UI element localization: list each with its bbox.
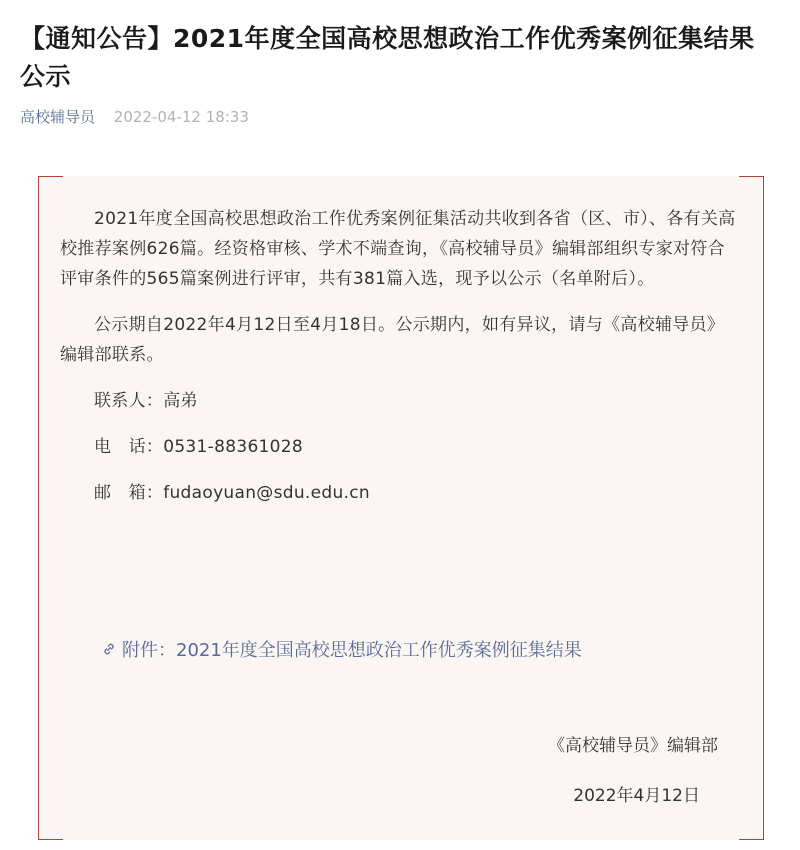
notice-body	[60, 204, 740, 524]
notice-paragraph-1: 2021年度全国高校思想政治工作优秀案例征集活动共收到各省（区、市）、各有关高校推荐案例626篇。经资格审核、学术不端查询，《高校辅导员》编辑部组织专家对符合评审条件的565篇案例进行评审，共有381篇入选，现予以公示（名单附后）。	[60, 209, 736, 289]
frame-corner-bottom-left	[38, 815, 63, 840]
notice-box	[38, 176, 764, 840]
frame-line-right	[763, 200, 764, 816]
sign-date: 2022年4月12日	[573, 786, 700, 806]
publish-date: 2022-04-12 18:33	[113, 108, 249, 126]
article-meta	[20, 106, 249, 128]
author-link[interactable]: 高校辅导员	[20, 108, 96, 126]
frame-corner-top-left	[38, 176, 63, 201]
article-title: 【通知公告】2021年度全国高校思想政治工作优秀案例征集结果公示	[20, 24, 755, 91]
contact-person: 联系人：高弟	[94, 391, 198, 411]
attachment-link[interactable]	[102, 636, 582, 666]
notice-paragraph-2: 公示期自2022年4月12日至4月18日。公示期内，如有异议，请与《高校辅导员》编辑部联系。	[60, 315, 725, 365]
link-icon	[102, 642, 116, 656]
attachment-label: 附件：2021年度全国高校思想政治工作优秀案例征集结果	[122, 640, 582, 661]
frame-line-left	[38, 200, 39, 816]
contact-phone: 电 话：0531-88361028	[94, 437, 304, 457]
signature: 《高校辅导员》编辑部	[548, 736, 718, 756]
frame-corner-bottom-right	[739, 815, 764, 840]
contact-email: 邮 箱：fudaoyuan@sdu.edu.cn	[94, 483, 370, 503]
frame-corner-top-right	[739, 176, 764, 201]
